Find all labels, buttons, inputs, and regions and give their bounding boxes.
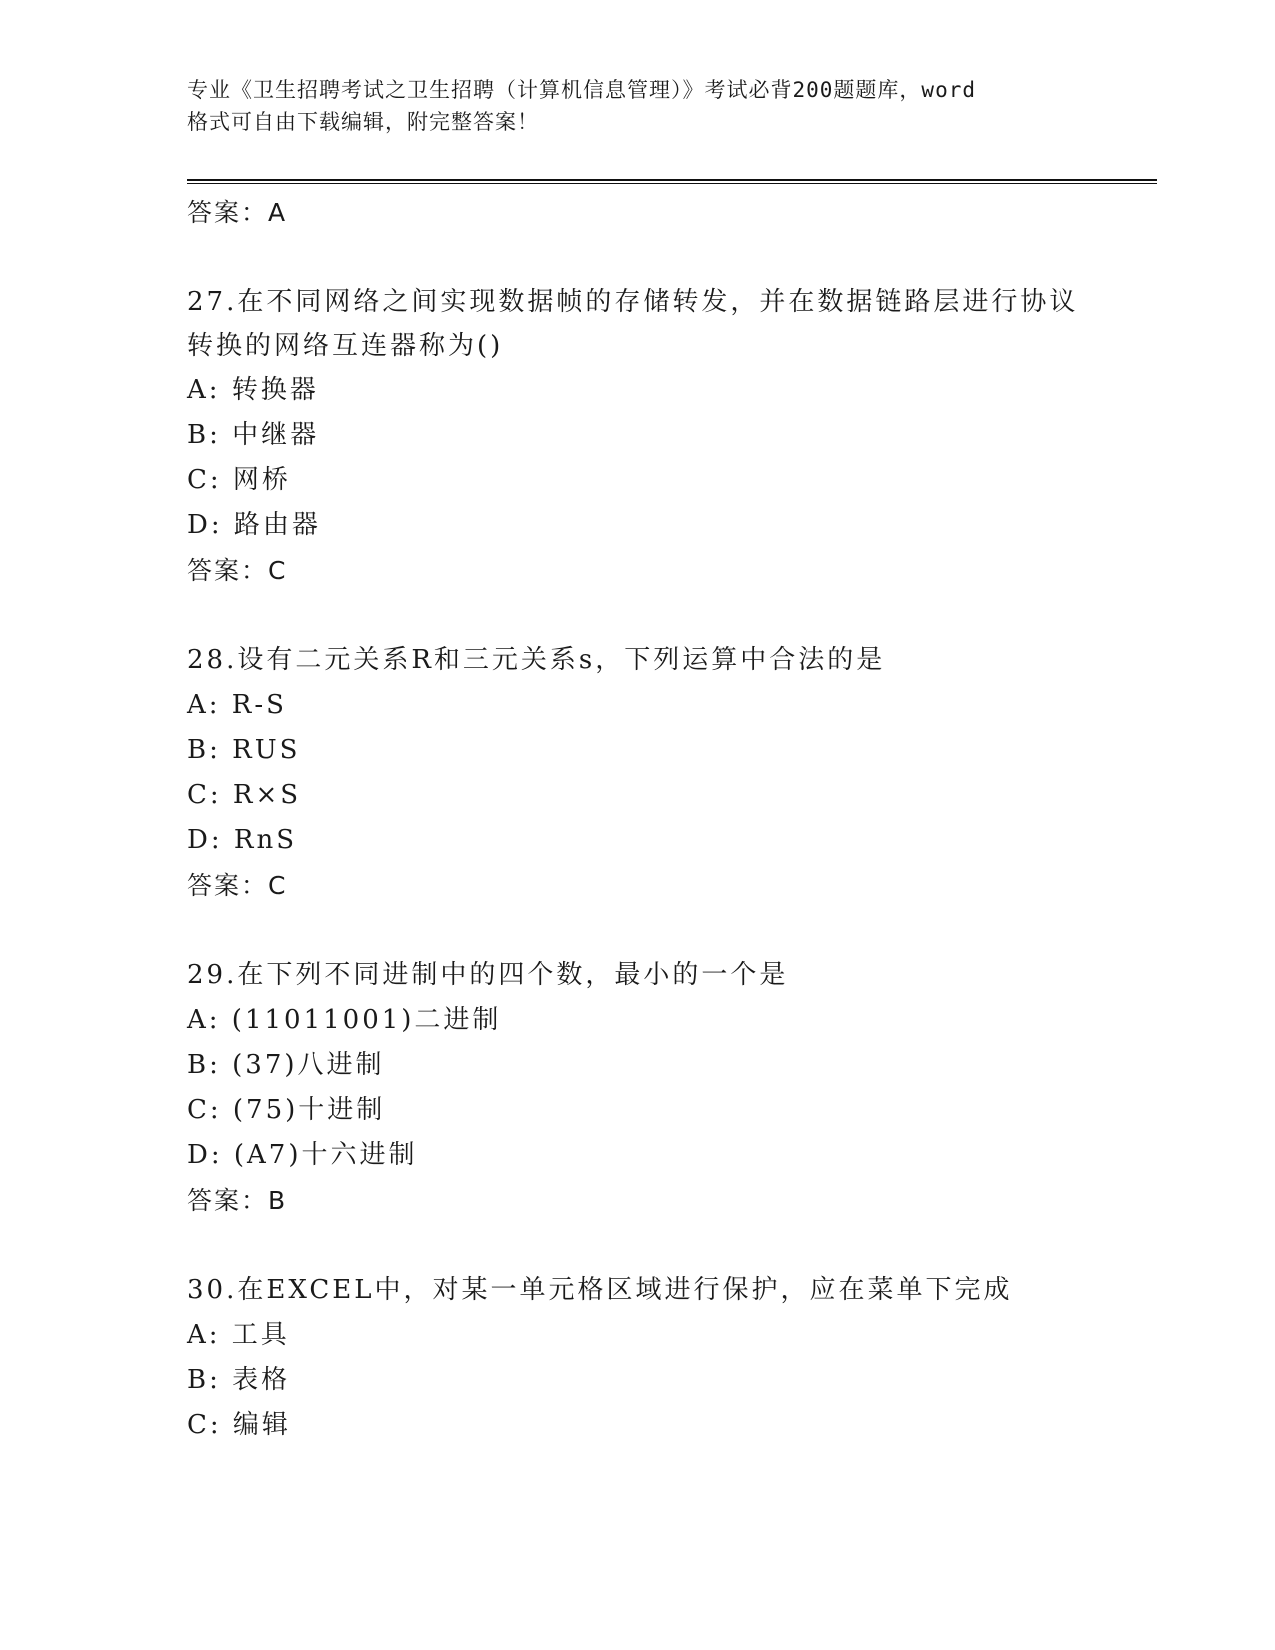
answer-line: 答案：B xyxy=(187,1186,288,1215)
option-d: D: (A7)十六进制 xyxy=(187,1140,418,1170)
question-list xyxy=(187,190,1147,1448)
option-c: C: 编辑 xyxy=(187,1410,291,1440)
option-a: A: (11011001)二进制 xyxy=(187,1005,502,1035)
question-29 xyxy=(187,953,1147,1223)
option-c: C: 网桥 xyxy=(187,465,291,495)
question-text: 30.在EXCEL中，对某一单元格区域进行保护，应在菜单下完成 xyxy=(187,1275,1013,1305)
question-text xyxy=(187,280,1147,368)
option-b: B: 中继器 xyxy=(187,420,320,450)
question-text: 29.在下列不同进制中的四个数，最小的一个是 xyxy=(187,960,789,990)
spacer xyxy=(187,1223,1147,1268)
header-title-line-2: 格式可自由下载编辑，附完整答案！ xyxy=(187,110,539,134)
question-text-line-2: 转换的网络互连器称为() xyxy=(187,331,504,361)
question-27 xyxy=(187,280,1147,593)
answer-line: 答案：A xyxy=(187,198,288,227)
question-28 xyxy=(187,638,1147,908)
option-c: C: (75)十进制 xyxy=(187,1095,386,1125)
option-a: A: R-S xyxy=(187,690,287,720)
question-text-line-1: 27.在不同网络之间实现数据帧的存储转发，并在数据链路层进行协议 xyxy=(187,287,1079,317)
question-text: 28.设有二元关系R和三元关系s，下列运算中合法的是 xyxy=(187,645,886,675)
option-c: C: R×S xyxy=(187,780,302,810)
option-b: B: 表格 xyxy=(187,1365,291,1395)
spacer xyxy=(187,235,1147,280)
question-30 xyxy=(187,1268,1147,1448)
option-d: D: 路由器 xyxy=(187,510,321,540)
option-a: A: 转换器 xyxy=(187,375,319,405)
header-title-line-1: 专业《卫生招聘考试之卫生招聘（计算机信息管理）》考试必背200题题库，word xyxy=(187,78,976,102)
option-d: D: RnS xyxy=(187,825,298,855)
spacer xyxy=(187,593,1147,638)
document-header xyxy=(187,74,1107,138)
answer-line: 答案：C xyxy=(187,871,288,900)
option-b: B: (37)八进制 xyxy=(187,1050,385,1080)
option-a: A: 工具 xyxy=(187,1320,290,1350)
spacer xyxy=(187,908,1147,953)
header-divider xyxy=(187,179,1157,184)
answer-line: 答案：C xyxy=(187,556,288,585)
option-b: B: RUS xyxy=(187,735,301,765)
